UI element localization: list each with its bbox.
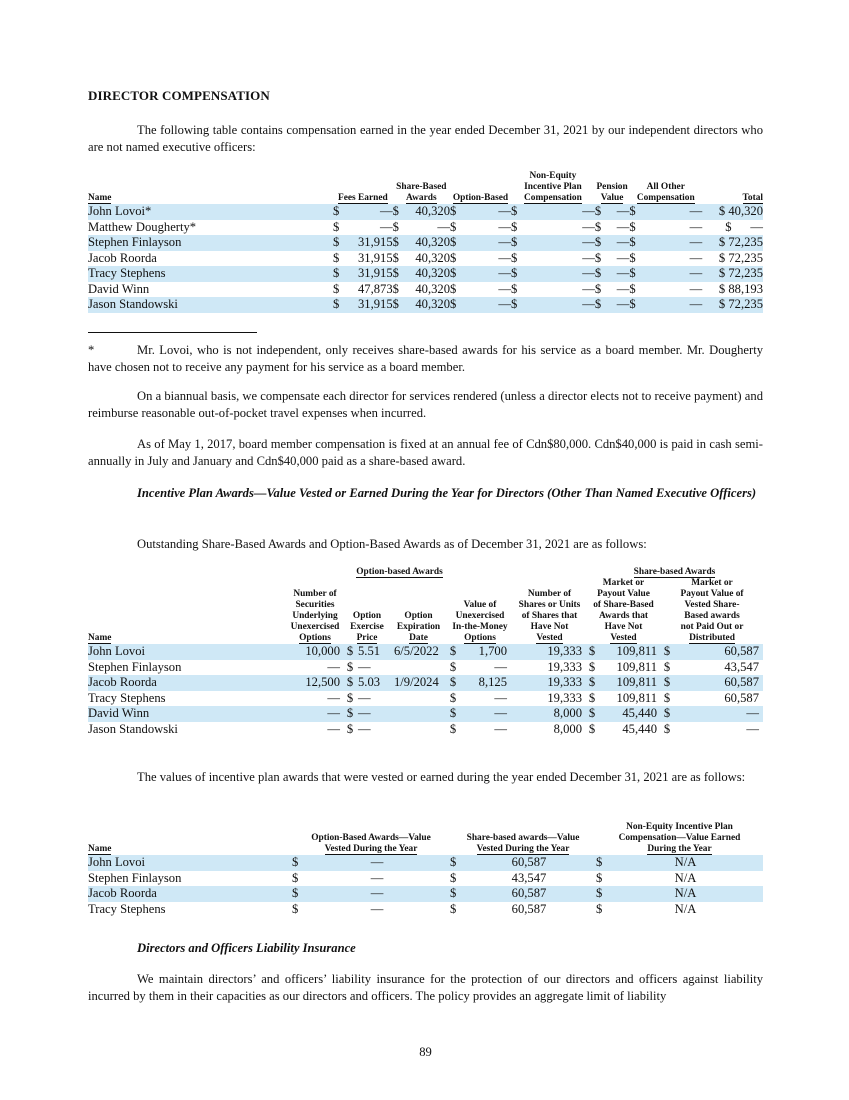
cell-other: — [643, 235, 703, 251]
t2-col-marketnd-header-line: Market or [691, 578, 733, 588]
cell-valueunex-dollar: $ [449, 721, 457, 736]
cell-other: — [689, 219, 703, 234]
cell-marketnd-dollar: $ [663, 690, 671, 705]
cell-nonequity: — [582, 281, 595, 296]
cell-exercise-price: 5.51 [356, 644, 390, 660]
cell-marketnv-dollar: $ [588, 721, 596, 736]
cell-num-shares: 19,333 [547, 659, 582, 674]
t2-col-expiration-header [390, 578, 447, 644]
cell-expiration [390, 722, 447, 738]
t2-col-marketnd-header-line: Based awards [684, 611, 740, 621]
t2-col-exercise-header-line: Option [352, 611, 382, 621]
cell-pension-dollar: $ [595, 266, 609, 282]
cell-marketnv-dollar: $ [588, 659, 596, 674]
cell-exercise-dollar: $ [346, 721, 354, 736]
cell-share: 40,320 [415, 250, 451, 265]
table-row [88, 251, 763, 267]
cell-nonequity: — [524, 235, 595, 251]
t2-col-numsec-header-line: Securities [295, 600, 335, 610]
t2-col-valueunex-header-line: Value of [463, 600, 497, 610]
cell-valueunex-dollar: $ [449, 690, 457, 705]
t3-col-option-header: Option-Based Awards—Value Vested During the Year [311, 833, 431, 854]
t2-col-valueunex-header [447, 578, 513, 644]
cell-exercise-dollar: $ [344, 675, 356, 691]
outstanding-paragraph: Outstanding Share-Based Awards and Option-Based Awards as of December 31, 2021 are as follows: [137, 537, 647, 551]
t2-col-marketnd-header-line: Vested Share- [684, 600, 740, 610]
cell-option: — [464, 266, 511, 282]
cell-market-not-vested: 45,440 [622, 721, 657, 736]
cell-num-shares: 19,333 [513, 644, 586, 660]
t2-col-numsec-header-line: Options [299, 633, 331, 643]
t2-col-numsec-header-line: Underlying [292, 611, 338, 621]
cell-option-dollar: $ [292, 886, 304, 902]
cell-num-shares: 19,333 [547, 690, 582, 705]
t2-col-marketnv-header-line: of Share-Based [593, 600, 654, 610]
cell-nonequity-dollar: $ [596, 870, 603, 885]
cell-option-dollar: $ [450, 266, 464, 282]
cell-num-shares: 8,000 [513, 706, 586, 722]
cell-share-dollar: $ [392, 250, 399, 265]
cell-total: $ 72,235 [702, 235, 763, 251]
cell-share: 40,320 [415, 281, 451, 296]
table-row [88, 871, 763, 887]
cell-market-not-distributed: 43,547 [724, 659, 759, 674]
cell-num-shares: 19,333 [513, 675, 586, 691]
cell-share-dollar: $ [450, 901, 457, 916]
cell-nonequity: — [524, 297, 595, 313]
cell-fees-dollar: $ [333, 219, 340, 234]
cell-option-dollar: $ [450, 297, 464, 313]
t2-col-numsec-header-line: Number of [293, 589, 337, 599]
cell-marketnv-dollar: $ [586, 644, 598, 660]
cell-option-dollar: $ [292, 870, 299, 885]
cell-share: 40,320 [406, 266, 450, 282]
cell-total: $ 72,235 [718, 250, 763, 265]
cell-option: — [498, 219, 511, 234]
t2-col-exercise-header [344, 578, 390, 644]
cell-nonequity-dollar: $ [510, 219, 518, 234]
t2-col-expiration-header-line: Expiration [396, 622, 441, 632]
t2-col-numshares-header-line: Have Not [530, 622, 569, 632]
cell-market-not-vested: 109,811 [598, 675, 661, 691]
cell-pension: — [616, 219, 630, 234]
cell-pension-dollar: $ [594, 250, 602, 265]
table-row [88, 204, 763, 220]
cell-share: — [437, 219, 451, 234]
footnote-mark: * [88, 343, 95, 357]
cell-expiration [390, 691, 447, 707]
table-row [88, 902, 763, 918]
cell-option-value: — [370, 901, 384, 916]
cell-exercise-dollar: $ [344, 706, 356, 722]
cell-other-dollar: $ [629, 281, 636, 296]
director-name: Jacob Roorda [88, 675, 286, 691]
cell-value-unexercised: — [494, 721, 507, 736]
cell-fees-dollar: $ [333, 250, 340, 265]
cell-other: — [643, 204, 703, 220]
cell-pension: — [616, 281, 630, 296]
t2-col-valueunex-header-line: Options [464, 633, 496, 643]
cell-pension-dollar: $ [594, 281, 602, 296]
cell-nonequity: — [524, 204, 595, 220]
director-name: David Winn [88, 281, 150, 296]
cell-market-not-distributed: — [673, 706, 763, 722]
director-name: Tracy Stephens [88, 266, 333, 282]
cell-value-unexercised: — [494, 659, 507, 674]
director-name: John Lovoi [88, 644, 286, 660]
cell-nonequity-value: N/A [608, 855, 763, 871]
cell-valueunex-dollar: $ [447, 675, 459, 691]
incentive-subheading: Incentive Plan Awards—Value Vested or Earned During the Year for Directors (Other Than Named Executive Officers) [137, 486, 757, 500]
cell-option-dollar: $ [450, 235, 464, 251]
cell-exercise-price: 5.03 [356, 675, 390, 691]
director-name: Matthew Dougherty* [88, 219, 197, 234]
cell-share-dollar: $ [450, 870, 457, 885]
table-row [88, 722, 763, 738]
cell-other-dollar: $ [629, 235, 642, 251]
t2-col-numshares-header-line: Number of [527, 589, 572, 599]
cell-share-dollar: $ [393, 204, 406, 220]
footnote: * Mr. Lovoi, who is not independent, only receives share-based awards for his service as a board member. Mr. Dougherty have chosen not to receive any payment for his service as a board member. [88, 343, 763, 374]
cell-share: 40,320 [406, 297, 450, 313]
col-total-header: Total [742, 193, 763, 203]
cell-value-unexercised: — [459, 706, 513, 722]
cell-option: — [464, 235, 511, 251]
cell-option-dollar: $ [292, 901, 299, 916]
cell-share-value: 60,587 [462, 855, 596, 871]
cell-other-dollar: $ [629, 266, 642, 282]
col-fees-header: Fees Earned [337, 193, 388, 203]
table-row [88, 235, 763, 251]
cell-valueunex-dollar: $ [447, 644, 459, 660]
cell-market-not-distributed: 60,587 [724, 690, 759, 705]
director-name: Tracy Stephens [88, 690, 166, 705]
t3-col-nonequity-header: Non-Equity Incentive Plan Compensation—Value Earned During the Year [618, 822, 741, 854]
t2-col-marketnv-header-line: Market or [602, 578, 645, 588]
director-name: Stephen Finlayson [88, 659, 182, 674]
page-number: 89 [419, 1045, 432, 1059]
cell-share-dollar: $ [450, 855, 462, 871]
cell-other: — [689, 250, 703, 265]
cell-share-dollar: $ [392, 281, 399, 296]
cell-fees: — [349, 204, 393, 220]
cell-option-dollar: $ [450, 204, 464, 220]
t2-col-numsec-header-line: Unexercised [290, 622, 340, 632]
cell-num-securities: 12,500 [286, 675, 344, 691]
cell-nonequity-dollar: $ [511, 297, 524, 313]
director-name: Jason Standowski [88, 297, 333, 313]
cell-num-shares: 8,000 [553, 721, 582, 736]
t2-col-exercise-header-line: Exercise [350, 622, 384, 632]
cell-total: $ 72,235 [702, 297, 763, 313]
cell-expiration: 1/9/2024 [390, 675, 447, 691]
table-row [88, 691, 763, 707]
t2-col-marketnd-header-line: Payout Value of [680, 589, 744, 599]
cell-option: — [498, 281, 511, 296]
cell-total: $ 72,235 [702, 266, 763, 282]
table-row [88, 644, 763, 660]
cell-nonequity-dollar: $ [596, 855, 608, 871]
table-row [88, 855, 763, 871]
table-row [88, 266, 763, 282]
director-name: John Lovoi [88, 855, 292, 871]
cell-share-dollar: $ [393, 235, 406, 251]
director-name: David Winn [88, 706, 286, 722]
director-name: Jason Standowski [88, 721, 178, 736]
cell-exercise-price: — [358, 690, 371, 705]
outstanding-awards-table [88, 567, 763, 737]
cell-nonequity-dollar: $ [596, 901, 603, 916]
cell-exercise-dollar: $ [346, 690, 354, 705]
cell-marketnv-dollar: $ [586, 706, 598, 722]
t2-col-numshares-header-line: of Shares that [521, 611, 578, 621]
cell-fees-dollar: $ [333, 266, 348, 282]
cell-pension-dollar: $ [595, 297, 609, 313]
cell-other-dollar: $ [629, 204, 642, 220]
cell-option: — [498, 250, 511, 265]
t2-col-name-header-line: Name [88, 633, 112, 643]
table-row [88, 297, 763, 313]
cell-share-dollar: $ [392, 219, 399, 234]
cell-exercise-dollar: $ [344, 644, 356, 660]
t2-col-numshares-header-line: Shares or Units [518, 600, 581, 610]
option-group-header: Option-based Awards [356, 567, 443, 577]
col-share-header: Share-Based Awards [396, 182, 447, 203]
cell-market-not-vested: 109,811 [616, 690, 657, 705]
director-name: Jacob Roorda [88, 886, 292, 902]
fee-paragraph: As of May 1, 2017, board member compensation is fixed at an annual fee of Cdn$80,000. Cdn$40,000 is paid in cash semi-annually in July and January and Cdn$40,000 paid as a share-based award. [88, 437, 763, 468]
cell-option-dollar: $ [450, 219, 457, 234]
cell-share-dollar: $ [393, 266, 406, 282]
col-name-header: Name [88, 193, 112, 203]
table-row [88, 886, 763, 902]
cell-share-value: 60,587 [511, 901, 547, 916]
t2-col-valueunex-header-line: In-the-Money [452, 622, 508, 632]
cell-num-securities: — [286, 706, 344, 722]
t2-col-marketnv-header-line: Vested [610, 633, 637, 643]
director-name: Stephen Finlayson [88, 235, 333, 251]
cell-num-securities: 10,000 [286, 644, 344, 660]
table-row [88, 220, 763, 236]
cell-market-not-vested: 45,440 [598, 706, 661, 722]
col-other-header: All Other Compensation [636, 182, 695, 203]
cell-market-not-distributed: — [746, 721, 759, 736]
col-pension-header: Pension Value [596, 182, 628, 203]
cell-num-securities: — [327, 721, 340, 736]
cell-value-unexercised: 8,125 [459, 675, 513, 691]
cell-option-dollar: $ [292, 855, 304, 871]
cell-fees: 31,915 [349, 266, 393, 282]
cell-share-dollar: $ [393, 297, 406, 313]
insurance-paragraph: We maintain directors’ and officers’ liability insurance for the protection of our directors and officers against liability incurred by them in their capacities as our directors and officers. The policy provides an aggregate limit of liability [88, 972, 763, 1003]
cell-other-dollar: $ [629, 250, 636, 265]
t2-col-expiration-header-line: Option [404, 611, 433, 621]
cell-nonequity-value: N/A [674, 901, 697, 916]
cell-nonequity-dollar: $ [511, 235, 524, 251]
t2-col-marketnv-header-line: Payout Value [597, 589, 650, 599]
cell-exercise-price: — [356, 706, 390, 722]
cell-option-dollar: $ [450, 250, 457, 265]
director-name: John Lovoi* [88, 204, 333, 220]
cell-marketnd-dollar: $ [661, 644, 673, 660]
cell-num-securities: — [327, 690, 340, 705]
cell-pension: — [609, 266, 630, 282]
cell-market-not-distributed: 60,587 [673, 675, 763, 691]
cell-valueunex-dollar: $ [447, 706, 459, 722]
cell-nonequity: — [524, 266, 595, 282]
biannual-paragraph: On a biannual basis, we compensate each director for services rendered (unless a director elects not to receive payment) and reimburse reasonable out-of-pocket travel expenses when incurred. [88, 389, 763, 420]
cell-share: 40,320 [406, 204, 450, 220]
t2-col-marketnd-header-line: Distributed [689, 633, 735, 643]
cell-nonequity-dollar: $ [511, 204, 524, 220]
cell-other: — [643, 297, 703, 313]
cell-fees: — [380, 219, 393, 234]
cell-other-dollar: $ [629, 219, 636, 234]
col-option-header: Option-Based [452, 193, 509, 203]
cell-nonequity: — [582, 250, 595, 265]
cell-marketnv-dollar: $ [586, 675, 598, 691]
cell-total: $ 88,193 [718, 281, 763, 296]
t2-col-numshares-header [513, 578, 586, 644]
cell-expiration: 6/5/2022 [390, 644, 447, 660]
cell-option-value: — [370, 870, 384, 885]
cell-nonequity-value: N/A [674, 870, 697, 885]
cell-fees: 47,873 [358, 281, 393, 296]
cell-value-unexercised: — [494, 690, 507, 705]
cell-option: — [464, 204, 511, 220]
cell-exercise-price: — [358, 721, 371, 736]
cell-fees-dollar: $ [333, 281, 340, 296]
t3-col-name-header: Name [88, 844, 112, 854]
cell-expiration [390, 706, 447, 722]
cell-nonequity-dollar: $ [510, 250, 518, 265]
section-heading: DIRECTOR COMPENSATION [88, 88, 270, 103]
cell-fees-dollar: $ [333, 204, 348, 220]
cell-total: $ 40,320 [702, 204, 763, 220]
cell-nonequity: — [582, 219, 595, 234]
vested-values-table [88, 822, 763, 917]
cell-market-not-distributed: 60,587 [673, 644, 763, 660]
t3-col-share-header: Share-based awards—Value Vested During the Year [466, 833, 580, 854]
cell-marketnd-dollar: $ [661, 675, 673, 691]
t2-col-numsec-header [286, 578, 344, 644]
cell-pension-dollar: $ [594, 219, 602, 234]
director-name: Tracy Stephens [88, 901, 166, 916]
share-group-header: Share-based Awards [633, 567, 716, 577]
cell-marketnd-dollar: $ [661, 706, 673, 722]
cell-value-unexercised: 1,700 [459, 644, 513, 660]
cell-pension-dollar: $ [595, 235, 609, 251]
cell-market-not-vested: 109,811 [598, 644, 661, 660]
t2-col-marketnv-header [586, 578, 661, 644]
t2-col-marketnv-header-line: Awards that [598, 611, 649, 621]
cell-nonequity-dollar: $ [511, 266, 524, 282]
director-name: Jacob Roorda [88, 250, 157, 265]
cell-other: — [689, 281, 703, 296]
table-row [88, 282, 763, 298]
cell-other-dollar: $ [629, 297, 642, 313]
t2-col-marketnv-header-line: Have Not [604, 622, 643, 632]
footnote-rule [88, 332, 257, 333]
cell-pension: — [609, 297, 630, 313]
cell-pension: — [609, 204, 630, 220]
cell-pension-dollar: $ [595, 204, 609, 220]
cell-exercise-price: — [358, 659, 371, 674]
table-row [88, 706, 763, 722]
cell-fees-dollar: $ [333, 297, 348, 313]
cell-option-value: — [304, 855, 450, 871]
table-row [88, 675, 763, 691]
cell-nonequity-value: N/A [608, 886, 763, 902]
values-paragraph: The values of incentive plan awards that were vested or earned during the year ended December 31, 2021 are as follows: [137, 770, 746, 784]
cell-fees: 31,915 [358, 250, 393, 265]
cell-marketnd-dollar: $ [663, 659, 671, 674]
cell-option: — [464, 297, 511, 313]
cell-share-value: 60,587 [462, 886, 596, 902]
cell-nonequity-dollar: $ [596, 886, 608, 902]
cell-market-not-vested: 109,811 [616, 659, 657, 674]
cell-pension: — [616, 250, 630, 265]
cell-fees: 31,915 [349, 297, 393, 313]
cell-expiration [390, 660, 447, 676]
cell-num-securities: — [327, 659, 340, 674]
t2-col-valueunex-header-line: Unexercised [455, 611, 505, 621]
cell-other: — [643, 266, 703, 282]
cell-valueunex-dollar: $ [449, 659, 457, 674]
cell-marketnv-dollar: $ [588, 690, 596, 705]
t2-col-name-header [88, 578, 286, 644]
cell-exercise-dollar: $ [346, 659, 354, 674]
cell-share-value: 43,547 [511, 870, 547, 885]
cell-nonequity-dollar: $ [510, 281, 518, 296]
cell-fees-dollar: $ [333, 235, 348, 251]
t2-col-numshares-header-line: Vested [536, 633, 563, 643]
cell-pension: — [609, 235, 630, 251]
cell-share: 40,320 [406, 235, 450, 251]
cell-option-value: — [304, 886, 450, 902]
insurance-subheading: Directors and Officers Liability Insurance [137, 941, 356, 955]
col-nonequity-header: Non-Equity Incentive Plan Compensation [523, 171, 582, 203]
cell-option-dollar: $ [450, 281, 457, 296]
intro-paragraph: The following table contains compensation earned in the year ended December 31, 2021 by our independent directors who are not named executive officers: [88, 123, 763, 154]
table-row [88, 660, 763, 676]
cell-total: $ — [725, 219, 763, 234]
cell-marketnd-dollar: $ [663, 721, 671, 736]
director-name: Stephen Finlayson [88, 870, 182, 885]
t2-col-marketnd-header-line: not Paid Out or [680, 622, 744, 632]
cell-share-dollar: $ [450, 886, 462, 902]
t2-col-exercise-header-line: Price [356, 633, 378, 643]
t2-col-expiration-header-line: Date [409, 633, 428, 643]
cell-fees: 31,915 [349, 235, 393, 251]
director-compensation-table [88, 171, 763, 313]
t2-col-marketnd-header [661, 578, 763, 644]
